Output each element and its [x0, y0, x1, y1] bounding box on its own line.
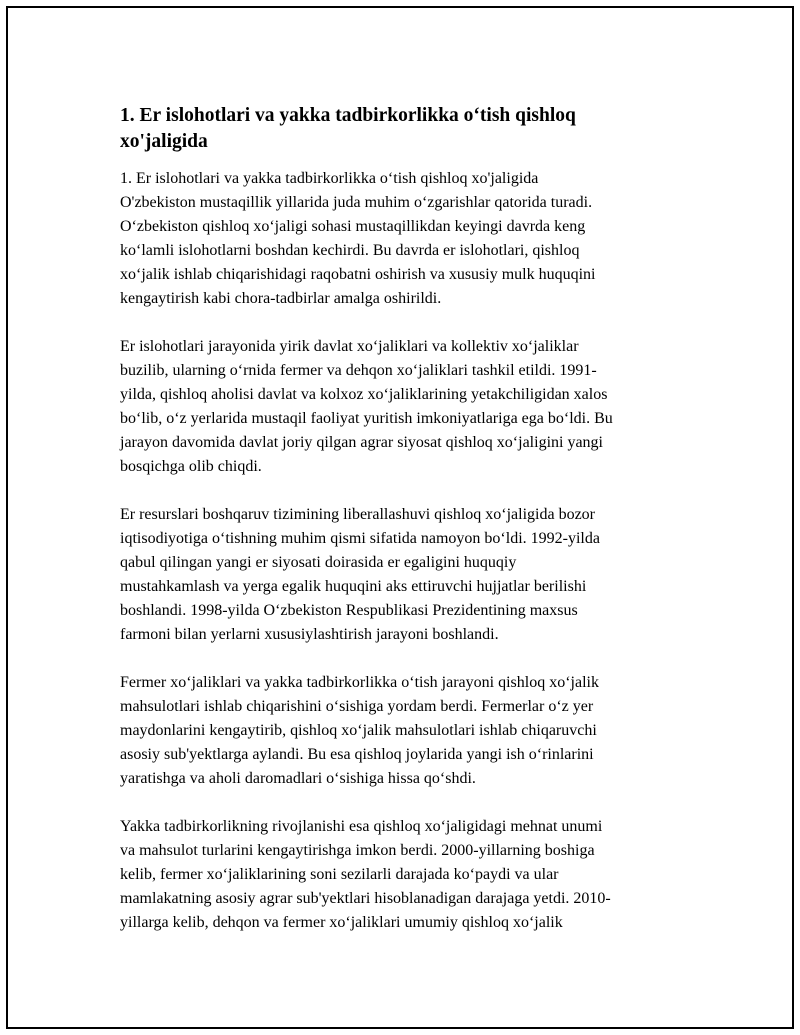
text-line: yaratishga va aholi daromadlari o‘sishiga hissa qo‘shdi. — [120, 770, 476, 787]
text-line: asosiy sub'yektlarga aylandi. Bu esa qishloq joylarida yangi ish o‘rinlarini — [120, 746, 594, 763]
heading-line: xo'jaligida — [120, 131, 208, 152]
heading-line: 1. Er islohotlari va yakka tadbirkorlikka o‘tish qishloq — [120, 105, 576, 126]
text-line: O'zbekiston mustaqillik yillarida juda muhim o‘zgarishlar qatorida turadi. — [120, 194, 593, 211]
text-line: boshlandi. 1998-yilda O‘zbekiston Respublikasi Prezidentining maxsus — [120, 602, 578, 619]
text-line: qabul qilingan yangi er siyosati doirasida er egaligini huquqiy — [120, 554, 517, 571]
text-line: kengaytirish kabi chora-tadbirlar amalga oshirildi. — [120, 290, 442, 307]
text-line: ko‘lamli islohotlarni boshdan kechirdi. Bu davrda er islohotlari, qishloq — [120, 242, 580, 259]
text-line: va mahsulot turlarini kengaytirishga imkon berdi. 2000-yillarning boshiga — [120, 842, 595, 859]
paragraph-4 — [120, 671, 694, 791]
text-line: buzilib, ularning o‘rnida fermer va dehqon xo‘jaliklari tashkil etildi. 1991- — [120, 362, 597, 379]
text-line: yilda, qishloq aholisi davlat va kolxoz xo‘jaliklarining yetakchiligidan xalos — [120, 386, 608, 403]
paragraph-5 — [120, 815, 694, 935]
text-line: bo‘lib, o‘z yerlarida mustaqil faoliyat yuritish imkoniyatlariga ega bo‘ldi. Bu — [120, 410, 613, 427]
text-line: farmoni bilan yerlarni xususiylashtirish jarayoni boshlandi. — [120, 626, 499, 643]
text-line: Er resurslari boshqaruv tizimining liberallashuvi qishloq xo‘jaligida bozor — [120, 506, 596, 523]
paragraph-2 — [120, 335, 694, 479]
document-body — [120, 103, 694, 959]
text-line: kelib, fermer xo‘jaliklarining soni sezilarli darajada ko‘paydi va ular — [120, 866, 559, 883]
paragraph-1 — [120, 167, 694, 311]
text-line: maydonlarini kengaytirib, qishloq xo‘jalik mahsulotlari ishlab chiqaruvchi — [120, 722, 597, 739]
text-line: iqtisodiyotiga o‘tishning muhim qismi sifatida namoyon bo‘ldi. 1992-yilda — [120, 530, 600, 547]
section-heading — [120, 103, 694, 155]
text-line: mahsulotlari ishlab chiqarishini o‘sishiga yordam berdi. Fermerlar o‘z yer — [120, 698, 594, 715]
text-line: Yakka tadbirkorlikning rivojlanishi esa qishloq xo‘jaligidagi mehnat unumi — [120, 818, 603, 835]
paragraph-3 — [120, 503, 694, 647]
text-line: bosqichga olib chiqdi. — [120, 458, 262, 475]
text-line: O‘zbekiston qishloq xo‘jaligi sohasi mustaqillikdan keyingi davrda keng — [120, 218, 586, 235]
document-page — [6, 6, 794, 1029]
text-line: xo‘jalik ishlab chiqarishidagi raqobatni oshirish va xususiy mulk huquqini — [120, 266, 596, 283]
text-line: mamlakatning asosiy agrar sub'yektlari hisoblanadigan darajaga yetdi. 2010- — [120, 890, 611, 907]
text-line: mustahkamlash va yerga egalik huquqini aks ettiruvchi hujjatlar berilishi — [120, 578, 587, 595]
text-line: yillarga kelib, dehqon va fermer xo‘jaliklari umumiy qishloq xo‘jalik — [120, 914, 563, 931]
text-line: jarayon davomida davlat joriy qilgan agrar siyosat qishloq xo‘jaligini yangi — [120, 434, 603, 451]
text-line: 1. Er islohotlari va yakka tadbirkorlikka o‘tish qishloq xo'jaligida — [120, 170, 539, 187]
text-line: Fermer xo‘jaliklari va yakka tadbirkorlikka o‘tish jarayoni qishloq xo‘jalik — [120, 674, 599, 691]
text-line: Er islohotlari jarayonida yirik davlat xo‘jaliklari va kollektiv xo‘jaliklar — [120, 338, 579, 355]
